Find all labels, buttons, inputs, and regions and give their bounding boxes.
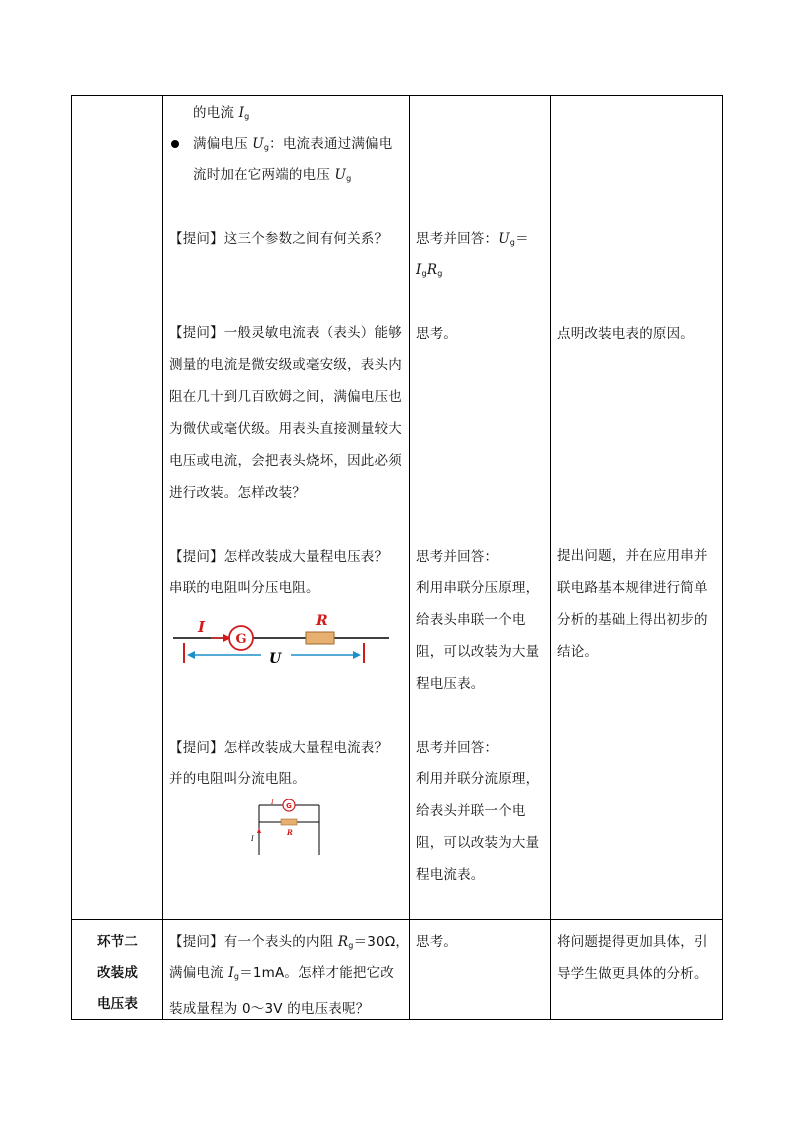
row1-col4-cell — [551, 96, 723, 920]
total-current-label: I — [251, 835, 254, 843]
row2-col3-cell — [410, 920, 551, 1020]
problem-line-2: 满偏电流 $I_g=1mA$。怎样才能把它改装成量程为 0～3V 的电压表呢？ — [169, 965, 394, 1017]
shunt-resistor-note: 并的电阻叫分流电阻。 — [169, 771, 306, 787]
current-label: I — [198, 618, 206, 636]
resistor-icon — [306, 632, 334, 644]
row1-col1-cell — [72, 96, 163, 920]
answer-ammeter-title: 思考并回答： — [416, 740, 499, 756]
row2-col2-cell — [163, 920, 410, 1020]
answer-relation: 思考并回答：$U_g=$ — [416, 231, 529, 247]
answer-voltmeter-body: 利用串联分压原理，给表头串联一个电阻，可以改装为大量程电压表。 — [416, 580, 540, 692]
section-title-line-2: 改装成 — [96, 965, 139, 981]
section-title-line-1: 环节二 — [96, 934, 139, 950]
question-why-modify: 【提问】一般灵敏电流表（表头）能够测量的电流是微安级或毫安级，表头内阻在几十到几百欧姆之间，满偏电压也为微伏或毫伏级。用表头直接测量较大电压或电流，会把表头烧坏，因此必须进行改装。怎样改装？ — [169, 325, 402, 501]
note-specific: 将问题提得更加具体，引导学生做更具体的分析。 — [557, 934, 708, 982]
note-conclusion: 提出问题，并在应用串并联电路基本规律进行简单分析的基础上得出初步的结论。 — [557, 548, 708, 660]
lesson-table — [71, 95, 723, 1020]
resistor-label: R — [316, 613, 328, 629]
answer-think-1: 思考。 — [416, 326, 458, 342]
galvanometer-small-label: G — [286, 802, 292, 810]
note-reason: 点明改装电表的原因。 — [557, 326, 694, 342]
bullet-icon — [171, 140, 179, 148]
answer-formula: $I_gR_g$ — [416, 262, 443, 278]
voltage-label: U — [269, 651, 282, 666]
row1-col2-cell — [163, 96, 410, 920]
voltage-line-1: 满偏电压 $U_g$：电流表通过满偏电 — [193, 136, 393, 152]
section-title-line-3: 电压表 — [96, 996, 139, 1012]
answer-ammeter-body: 利用并联分流原理，给表头并联一个电阻，可以改装为大量程电流表。 — [416, 771, 540, 883]
row1-col3-cell — [410, 96, 551, 920]
table-row — [72, 96, 723, 920]
series-resistor-note: 串联的电阻叫分压电阻。 — [169, 580, 320, 596]
series-circuit-diagram — [171, 611, 396, 666]
question-ammeter: 【提问】怎样改装成大量程电流表？ — [169, 740, 389, 756]
shunt-current-label: I — [271, 799, 274, 806]
current-line: 的电流 $I_g$ — [193, 105, 250, 121]
question-relation: 【提问】这三个参数之间有何关系？ — [169, 231, 389, 247]
shunt-resistor-icon — [281, 819, 297, 825]
row2-col4-cell — [551, 920, 723, 1020]
answer-think-2: 思考。 — [416, 934, 458, 950]
row2-col1-cell — [72, 920, 163, 1020]
question-voltmeter: 【提问】怎样改装成大量程电压表？ — [169, 549, 389, 565]
voltage-line-2: 流时加在它两端的电压 $U_g$ — [193, 167, 352, 183]
parallel-circuit-diagram — [251, 799, 323, 857]
answer-voltmeter-title: 思考并回答： — [416, 549, 499, 565]
table-row — [72, 920, 723, 1020]
galvanometer-label: G — [235, 632, 247, 647]
shunt-resistor-label: R — [287, 828, 293, 837]
problem-line-1: 【提问】有一个表头的内阻 $R_g=30\Omega$， — [169, 934, 410, 950]
